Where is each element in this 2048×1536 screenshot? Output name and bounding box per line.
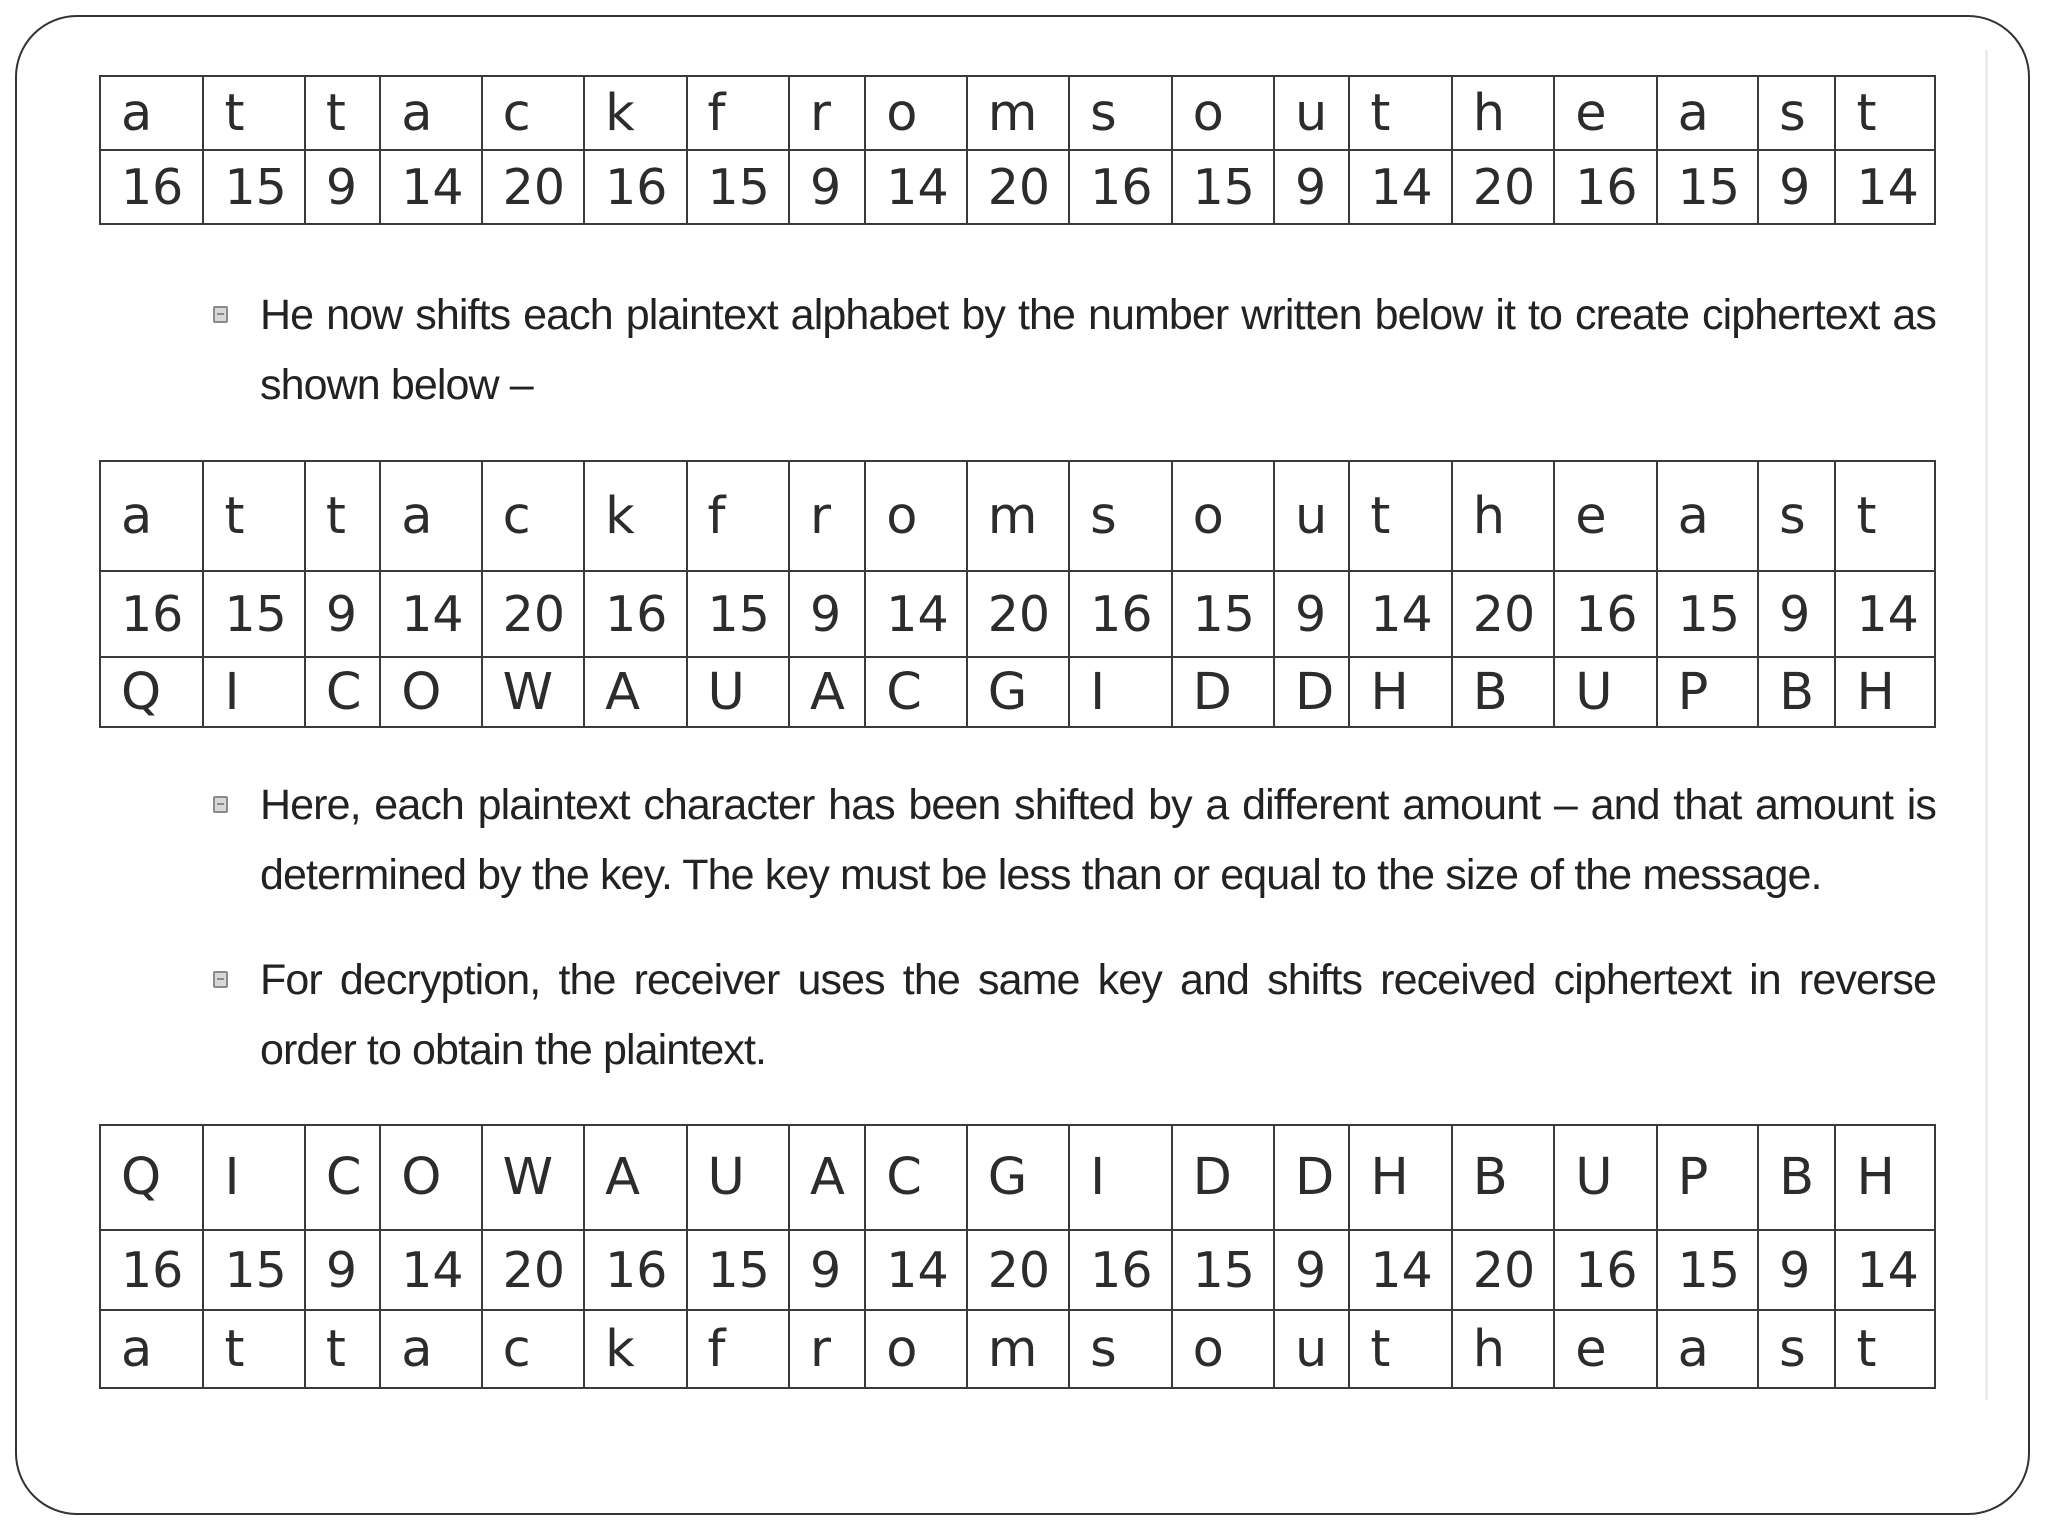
ciphertext-cell: W [482, 1125, 584, 1230]
plaintext-cell: r [789, 76, 865, 150]
key-cell: 14 [1835, 1230, 1935, 1310]
plaintext-cell: a [100, 461, 203, 571]
ciphertext-cell: A [584, 657, 686, 727]
plaintext-cell: t [1835, 461, 1935, 571]
key-cell: 16 [1069, 571, 1171, 657]
key-cell: 15 [203, 150, 304, 224]
plaintext-cell: o [1172, 76, 1274, 150]
plaintext-cell: t [1349, 76, 1451, 150]
plaintext-cell: o [865, 461, 966, 571]
key-cell: 14 [380, 150, 481, 224]
bullet-icon [213, 971, 228, 988]
plaintext-cell: t [203, 1310, 304, 1388]
plaintext-cell: t [305, 1310, 380, 1388]
ciphertext-cell: I [203, 657, 304, 727]
key-row [100, 1230, 1935, 1310]
key-row [100, 571, 1935, 657]
ciphertext-cell: G [967, 657, 1069, 727]
ciphertext-cell: G [967, 1125, 1069, 1230]
plaintext-cell: m [967, 461, 1069, 571]
ciphertext-cell: A [584, 1125, 686, 1230]
plaintext-cell: a [100, 76, 203, 150]
ciphertext-cell: B [1758, 1125, 1835, 1230]
key-cell: 15 [1172, 1230, 1274, 1310]
ciphertext-cell: A [789, 657, 865, 727]
key-cell: 14 [865, 571, 966, 657]
ciphertext-cell: U [1554, 657, 1656, 727]
plaintext-cell: m [967, 1310, 1069, 1388]
plaintext-cell: u [1274, 1310, 1349, 1388]
bullet-icon [213, 796, 228, 813]
plaintext-cell: e [1554, 1310, 1656, 1388]
ciphertext-cell: D [1274, 1125, 1349, 1230]
plaintext-key-table [99, 75, 1936, 225]
ciphertext-cell: D [1172, 1125, 1274, 1230]
key-cell: 16 [100, 150, 203, 224]
plaintext-row [100, 1310, 1935, 1388]
ciphertext-cell: B [1758, 657, 1835, 727]
plaintext-cell: e [1554, 76, 1656, 150]
plaintext-cell: c [482, 76, 584, 150]
ciphertext-cell: D [1274, 657, 1349, 727]
plaintext-cell: t [203, 76, 304, 150]
ciphertext-cell: H [1835, 657, 1935, 727]
plaintext-row [100, 461, 1935, 571]
plaintext-cell: s [1758, 461, 1835, 571]
bullet-text: Here, each plaintext character has been shifted by a different amount – and that amount is determined by the key. The key must be less than or equal to the size of the message. [260, 781, 1936, 899]
key-cell: 9 [1274, 1230, 1349, 1310]
ciphertext-cell: O [380, 1125, 481, 1230]
ciphertext-cell: P [1657, 657, 1758, 727]
key-cell: 9 [789, 150, 865, 224]
plaintext-cell: h [1452, 461, 1554, 571]
plaintext-cell: t [1835, 1310, 1935, 1388]
plaintext-cell: m [967, 76, 1069, 150]
key-cell: 16 [1554, 1230, 1656, 1310]
plaintext-cell: k [584, 76, 686, 150]
ciphertext-cell: H [1835, 1125, 1935, 1230]
ciphertext-row [100, 657, 1935, 727]
ciphertext-cell: O [380, 657, 481, 727]
bullet-icon [213, 306, 228, 323]
plaintext-cell: a [380, 1310, 481, 1388]
plaintext-cell: s [1758, 76, 1835, 150]
ciphertext-cell: H [1349, 1125, 1451, 1230]
ciphertext-cell: I [1069, 1125, 1171, 1230]
plaintext-cell: t [305, 76, 380, 150]
ciphertext-cell: W [482, 657, 584, 727]
plaintext-cell: t [1349, 461, 1451, 571]
plaintext-cell: o [865, 76, 966, 150]
plaintext-cell: t [1349, 1310, 1451, 1388]
key-cell: 20 [482, 150, 584, 224]
ciphertext-cell: Q [100, 1125, 203, 1230]
key-cell: 20 [482, 1230, 584, 1310]
right-divider [1985, 50, 1988, 1400]
ciphertext-cell: I [203, 1125, 304, 1230]
plaintext-cell: a [1657, 461, 1758, 571]
key-cell: 15 [1172, 150, 1274, 224]
plaintext-row [100, 76, 1935, 150]
bullet-text: He now shifts each plaintext alphabet by the number written below it to create ciphertext as shown below – [260, 291, 1936, 409]
plaintext-cell: f [687, 461, 789, 571]
plaintext-cell: u [1274, 461, 1349, 571]
plaintext-cell: c [482, 1310, 584, 1388]
plaintext-cell: a [380, 76, 481, 150]
key-cell: 14 [1349, 571, 1451, 657]
key-cell: 9 [1758, 571, 1835, 657]
plaintext-cell: f [687, 1310, 789, 1388]
key-cell: 16 [100, 571, 203, 657]
ciphertext-cell: I [1069, 657, 1171, 727]
decryption-table [99, 1124, 1936, 1389]
plaintext-cell: a [1657, 1310, 1758, 1388]
plaintext-cell: f [687, 76, 789, 150]
plaintext-cell: c [482, 461, 584, 571]
plaintext-cell: o [1172, 1310, 1274, 1388]
key-cell: 16 [584, 571, 686, 657]
ciphertext-cell: C [305, 1125, 380, 1230]
plaintext-cell: o [865, 1310, 966, 1388]
plaintext-cell: h [1452, 76, 1554, 150]
key-cell: 14 [380, 571, 481, 657]
plaintext-cell: r [789, 461, 865, 571]
key-row [100, 150, 1935, 224]
key-cell: 20 [482, 571, 584, 657]
plaintext-cell: k [584, 461, 686, 571]
key-cell: 16 [584, 1230, 686, 1310]
plaintext-cell: a [1657, 76, 1758, 150]
key-cell: 9 [305, 571, 380, 657]
key-cell: 9 [305, 150, 380, 224]
key-cell: 15 [203, 571, 304, 657]
plaintext-cell: r [789, 1310, 865, 1388]
plaintext-cell: s [1069, 461, 1171, 571]
plaintext-cell: s [1758, 1310, 1835, 1388]
key-cell: 16 [1554, 150, 1656, 224]
bullet-point [213, 770, 1936, 910]
ciphertext-cell: C [865, 1125, 966, 1230]
ciphertext-cell: D [1172, 657, 1274, 727]
bullet-point [213, 280, 1936, 420]
encryption-table [99, 460, 1936, 728]
key-cell: 9 [789, 1230, 865, 1310]
plaintext-cell: a [380, 461, 481, 571]
key-cell: 16 [1554, 571, 1656, 657]
key-cell: 14 [1835, 571, 1935, 657]
key-cell: 9 [305, 1230, 380, 1310]
plaintext-cell: s [1069, 1310, 1171, 1388]
key-cell: 20 [967, 150, 1069, 224]
plaintext-cell: e [1554, 461, 1656, 571]
key-cell: 15 [687, 571, 789, 657]
ciphertext-cell: C [865, 657, 966, 727]
key-cell: 9 [789, 571, 865, 657]
ciphertext-cell: U [1554, 1125, 1656, 1230]
key-cell: 14 [1835, 150, 1935, 224]
ciphertext-cell: U [687, 657, 789, 727]
ciphertext-cell: P [1657, 1125, 1758, 1230]
key-cell: 14 [865, 150, 966, 224]
ciphertext-cell: Q [100, 657, 203, 727]
key-cell: 16 [584, 150, 686, 224]
key-cell: 20 [967, 571, 1069, 657]
plaintext-cell: a [100, 1310, 203, 1388]
key-cell: 15 [1172, 571, 1274, 657]
plaintext-cell: t [305, 461, 380, 571]
ciphertext-cell: C [305, 657, 380, 727]
bullet-point [213, 945, 1936, 1085]
key-cell: 20 [967, 1230, 1069, 1310]
ciphertext-cell: U [687, 1125, 789, 1230]
key-cell: 9 [1758, 150, 1835, 224]
bullet-text: For decryption, the receiver uses the same key and shifts received ciphertext in reverse order to obtain the plaintext. [260, 956, 1936, 1074]
key-cell: 20 [1452, 150, 1554, 224]
ciphertext-cell: B [1452, 1125, 1554, 1230]
key-cell: 15 [203, 1230, 304, 1310]
ciphertext-row [100, 1125, 1935, 1230]
key-cell: 9 [1758, 1230, 1835, 1310]
key-cell: 14 [1349, 150, 1451, 224]
ciphertext-cell: H [1349, 657, 1451, 727]
key-cell: 15 [1657, 571, 1758, 657]
key-cell: 20 [1452, 571, 1554, 657]
plaintext-cell: k [584, 1310, 686, 1388]
key-cell: 15 [1657, 1230, 1758, 1310]
key-cell: 9 [1274, 571, 1349, 657]
key-cell: 16 [1069, 150, 1171, 224]
key-cell: 15 [687, 1230, 789, 1310]
key-cell: 14 [1349, 1230, 1451, 1310]
key-cell: 14 [380, 1230, 481, 1310]
key-cell: 20 [1452, 1230, 1554, 1310]
plaintext-cell: u [1274, 76, 1349, 150]
plaintext-cell: t [1835, 76, 1935, 150]
plaintext-cell: h [1452, 1310, 1554, 1388]
plaintext-cell: t [203, 461, 304, 571]
plaintext-cell: o [1172, 461, 1274, 571]
ciphertext-cell: B [1452, 657, 1554, 727]
key-cell: 15 [687, 150, 789, 224]
ciphertext-cell: A [789, 1125, 865, 1230]
key-cell: 9 [1274, 150, 1349, 224]
key-cell: 16 [1069, 1230, 1171, 1310]
key-cell: 14 [865, 1230, 966, 1310]
key-cell: 15 [1657, 150, 1758, 224]
key-cell: 16 [100, 1230, 203, 1310]
plaintext-cell: s [1069, 76, 1171, 150]
